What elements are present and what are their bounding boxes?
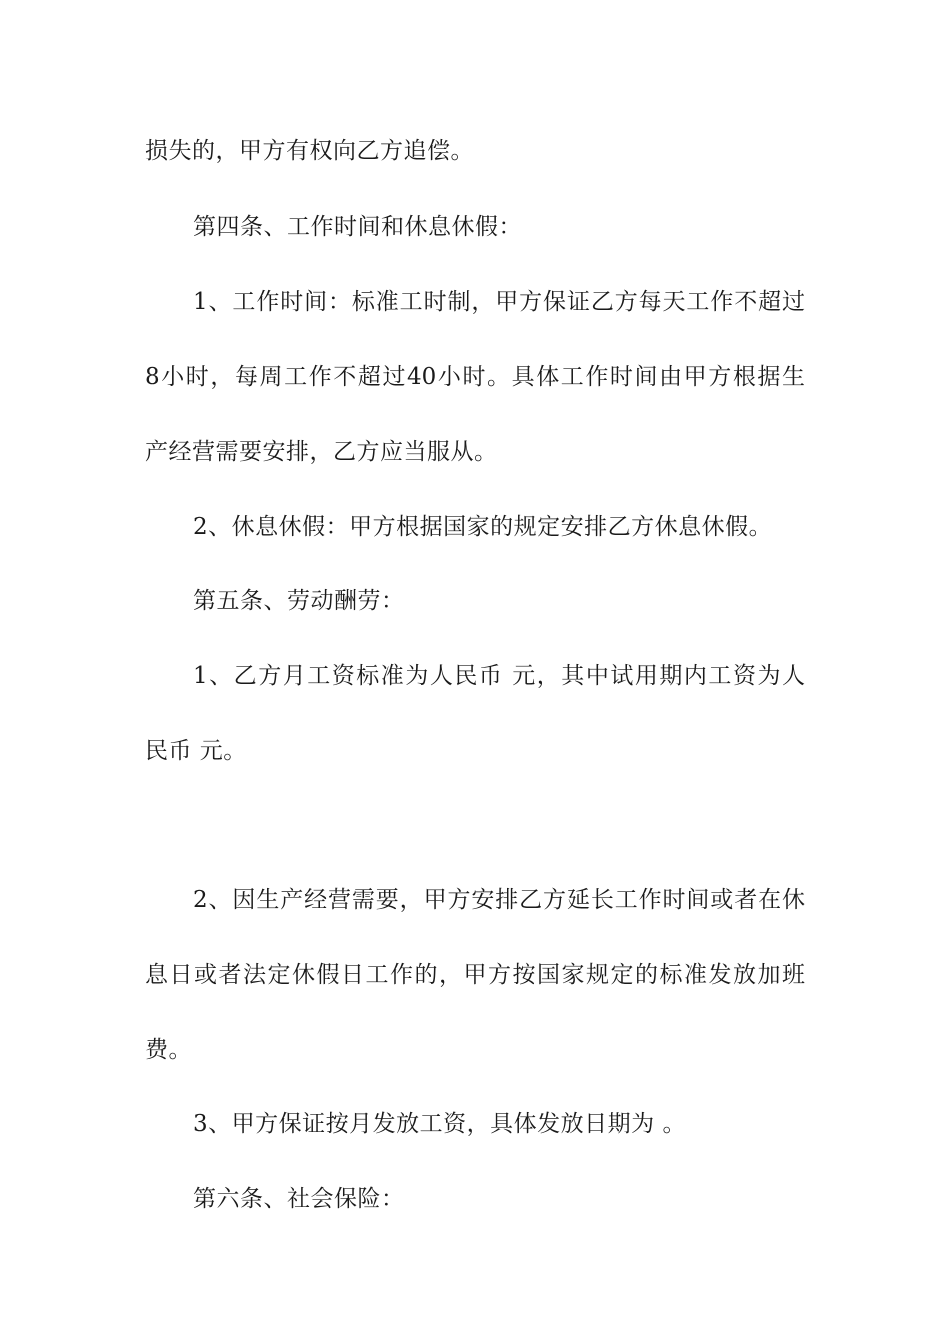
text-line: 息日或者法定休假日工作的，甲方按国家规定的标准发放加班 bbox=[145, 962, 805, 988]
text-line: 2、休息休假：甲方根据国家的规定安排乙方休息休假。 bbox=[193, 514, 773, 540]
section-heading: 第五条、劳动酬劳： bbox=[193, 588, 405, 614]
text-line: 1、工作时间：标准工时制，甲方保证乙方每天工作不超过 bbox=[193, 289, 805, 315]
text-line: 2、因生产经营需要，甲方安排乙方延长工作时间或者在休 bbox=[193, 887, 805, 913]
section-heading: 第四条、工作时间和休息休假： bbox=[193, 214, 522, 240]
text-line: 3、甲方保证按月发放工资，具体发放日期为 。 bbox=[193, 1111, 686, 1137]
text-line: 8小时，每周工作不超过40小时。具体工作时间由甲方根据生 bbox=[145, 364, 805, 390]
text-line: 民币 元。 bbox=[145, 738, 247, 764]
text-line: 费。 bbox=[145, 1037, 192, 1063]
text-line: 产经营需要安排，乙方应当服从。 bbox=[145, 439, 498, 465]
text-line: 损失的，甲方有权向乙方追偿。 bbox=[145, 138, 474, 164]
section-heading: 第六条、社会保险： bbox=[193, 1186, 405, 1212]
text-line: 1、乙方月工资标准为人民币 元，其中试用期内工资为人 bbox=[193, 663, 805, 689]
